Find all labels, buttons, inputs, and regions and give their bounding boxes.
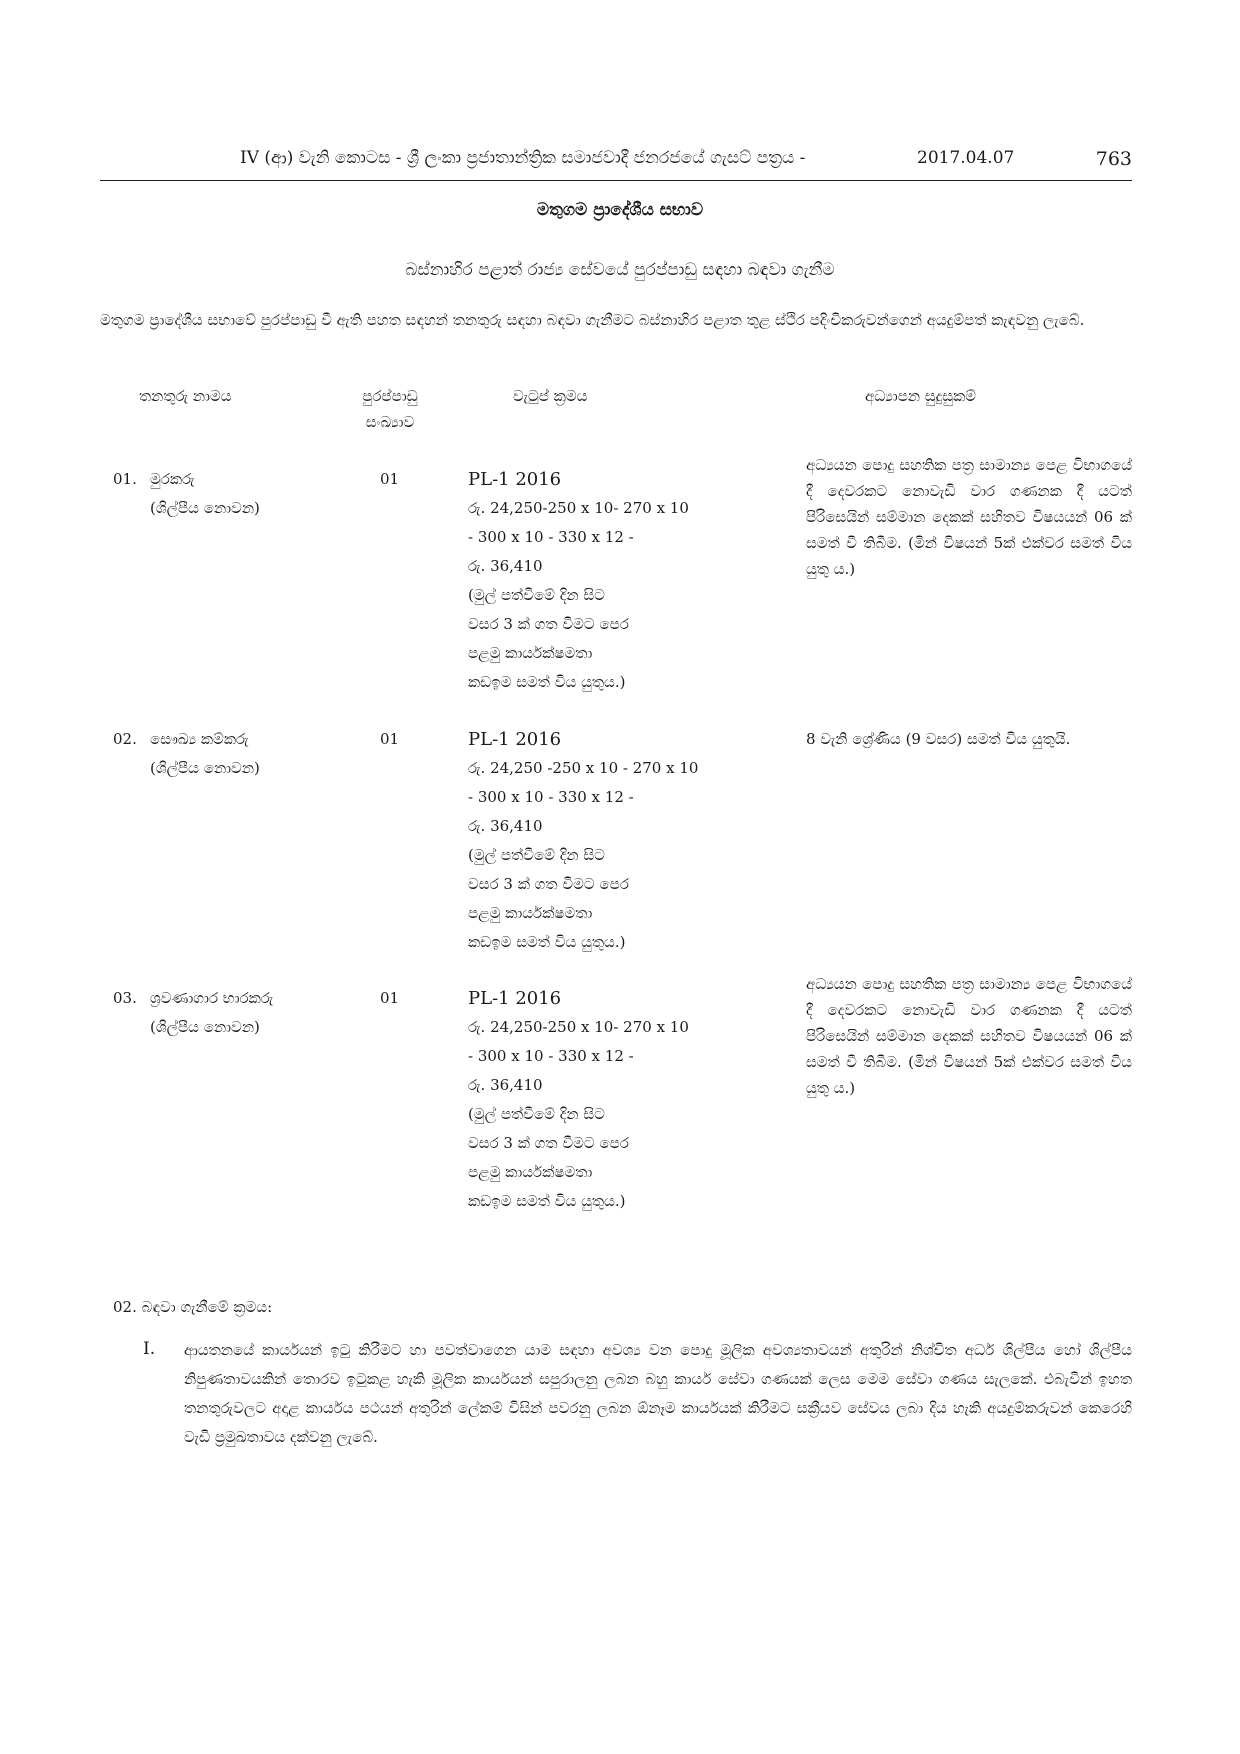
- running-header: [100, 148, 1132, 178]
- column-header-vacancies-line1: පුරප්පාඩු: [362, 387, 418, 405]
- salary-line: පළමු කාර්යක්ෂමතා: [468, 1163, 593, 1181]
- salary-line: (මුල් පත්වීමේ දින සිට: [468, 586, 605, 604]
- salary-scale: [468, 465, 768, 697]
- salary-line: (මුල් පත්වීමේ දින සිට: [468, 846, 605, 864]
- row-number: 01.: [113, 470, 137, 488]
- salary-line: වසර 3 ක් ගත වීමට පෙර: [468, 875, 629, 893]
- salary-line: කඩඉම සමත් විය යුතුය.): [468, 673, 626, 691]
- salary-code: PL-1 2016: [468, 729, 562, 750]
- intro-paragraph: මතුගම ප්‍රාදේශීය සභාවේ පුරප්පාඩු වී ඇති පහත සඳහන් තනතුරු සඳහා බඳවා ගැනීමට බස්නාහිර පළාත තුළ ස්ථිර පදිංචිකරුවන්ගෙන් අයදුම්පත් කැඳවනු ලැබේ.: [100, 311, 1085, 329]
- column-header-post: තනතුරු නාමය: [139, 387, 232, 405]
- notice-title: බස්නාහිර පළාත් රාජ්‍ය සේවයේ පුරප්පාඩු සඳහා බඳවා ගැනීම: [405, 260, 835, 280]
- salary-line: කඩඉම සමත් විය යුතුය.): [468, 933, 626, 951]
- post-title: මුරකරු: [150, 470, 195, 488]
- page-number: 763: [1095, 148, 1132, 170]
- salary-line: රු. 24,250-250 x 10- 270 x 10: [468, 1018, 689, 1036]
- section-heading-recruitment-method: 02. බඳවා ගැනීමේ ක්‍රමය:: [113, 1298, 273, 1316]
- salary-line: රු. 24,250-250 x 10- 270 x 10: [468, 499, 689, 517]
- education-requirement: අධ්‍යයන පොදු සහතික පත්‍ර සාමාන්‍ය පෙළ විභාගයේ දී දෙවරකට නොවැඩි වාර ගණනක දී යටත් පිරිසෙයින් සම්මාන දෙකක් සහිතව විෂයයන් 06 ක් සමත් වී තිබීම. (මින් විෂයන් 5ක් එක්වර සමත් විය යුතු ය.): [806, 456, 1132, 578]
- row-number: 03.: [113, 989, 137, 1007]
- post-title: ශ්‍රවණාගාර භාරකරු: [150, 989, 274, 1007]
- column-header-salary: වැටුප් ක්‍රමය: [513, 387, 588, 405]
- salary-line: රු. 36,410: [468, 557, 543, 575]
- salary-line: - 300 x 10 - 330 x 12 -: [468, 528, 634, 546]
- salary-line: කඩඉම සමත් විය යුතුය.): [468, 1192, 626, 1210]
- row-number: 02.: [113, 730, 137, 748]
- post-category: (ශිල්පීය නොවන): [150, 1018, 260, 1036]
- salary-line: රු. 36,410: [468, 817, 543, 835]
- post-category: (ශිල්පීය නොවන): [150, 499, 260, 517]
- salary-line: රු. 24,250 -250 x 10 - 270 x 10: [468, 759, 699, 777]
- salary-scale: [468, 984, 768, 1216]
- gazette-part-title: IV (ආ) වැනි කොටස - ශ්‍රී ලංකා ප්‍රජාතාන්ත්‍රික සමාජවාදී ජනරජයේ ගැසට් පත්‍රය -: [240, 148, 806, 168]
- column-header-vacancies-line2: සංඛ්‍යාව: [365, 413, 415, 431]
- education-requirement: අධ්‍යයන පොදු සහතික පත්‍ර සාමාන්‍ය පෙළ විභාගයේ දී දෙවරකට නොවැඩි වාර ගණනක දී යටත් පිරිසෙයින් සම්මාන දෙකක් සහිතව විෂයයන් 06 ක් සමත් වී තිබීම. (මින් විෂයන් 5ක් එක්වර සමත් විය යුතු ය.): [806, 975, 1132, 1097]
- post-name: [150, 984, 273, 1042]
- post-title: සෞඛ්‍ය කම්කරු: [150, 730, 249, 748]
- organization-title: මතුගම ප්‍රාදේශීය සභාව: [536, 200, 704, 220]
- salary-line: - 300 x 10 - 330 x 12 -: [468, 788, 634, 806]
- post-name: [150, 725, 260, 783]
- post-category: (ශිල්පීය නොවන): [150, 759, 260, 777]
- salary-line: - 300 x 10 - 330 x 12 -: [468, 1047, 634, 1065]
- clause-number: I.: [143, 1339, 156, 1359]
- vacancy-count: 01: [380, 989, 400, 1007]
- post-name: [150, 465, 260, 523]
- salary-code: PL-1 2016: [468, 469, 562, 490]
- salary-scale: [468, 725, 768, 957]
- gazette-date: 2017.04.07: [917, 148, 1015, 168]
- salary-line: පළමු කාර්යක්ෂමතා: [468, 644, 593, 662]
- salary-line: පළමු කාර්යක්ෂමතා: [468, 904, 593, 922]
- column-header-education: අධ්‍යාපන සුදුසුකම්: [865, 387, 977, 405]
- vacancy-count: 01: [380, 730, 400, 748]
- header-rule: [100, 180, 1132, 181]
- salary-line: රු. 36,410: [468, 1076, 543, 1094]
- salary-line: වසර 3 ක් ගත වීමට පෙර: [468, 615, 629, 633]
- column-header-vacancies: [345, 383, 435, 435]
- vacancy-count: 01: [380, 470, 400, 488]
- education-requirement: 8 වැනි ශ්‍රේණිය (9 වසර) සමත් විය යුතුයි.: [806, 730, 1071, 748]
- salary-line: (මුල් පත්වීමේ දින සිට: [468, 1105, 605, 1123]
- clause-text: ආයතනයේ කාර්යයන් ඉටු කිරීමට හා පවත්වාගෙන යාම සඳහා අවශ්‍ය වන පොදු මූලික අවශ්‍යතාවයන් අතුරින් නිශ්චිත අර්ධ ශිල්පීය හෝ ශිල්පීය නිපුණතාවයකින් තොරව ඉටුකළ හැකි මූලික කාර්යයන් සපුරාලනු ලබන බහු කාර්ය සේවා ගණයක් ලෙස මෙම සේවා ගණය සැලකේ. එබැවින් ඉහත තනතුරුවලට අදාළ කාර්යය පථයන් අතුරින් ලේකම් විසින් පවරනු ලබන ඕනෑම කාර්යයක් කිරීමට සක්‍රීයව සේවය ලබා දිය හැකි අයදුම්කරුවන් කෙරෙහි වැඩි ප්‍රමුඛතාවය දක්වනු ලැබේ.: [184, 1341, 1132, 1446]
- salary-line: වසර 3 ක් ගත වීමට පෙර: [468, 1134, 629, 1152]
- salary-code: PL-1 2016: [468, 988, 562, 1009]
